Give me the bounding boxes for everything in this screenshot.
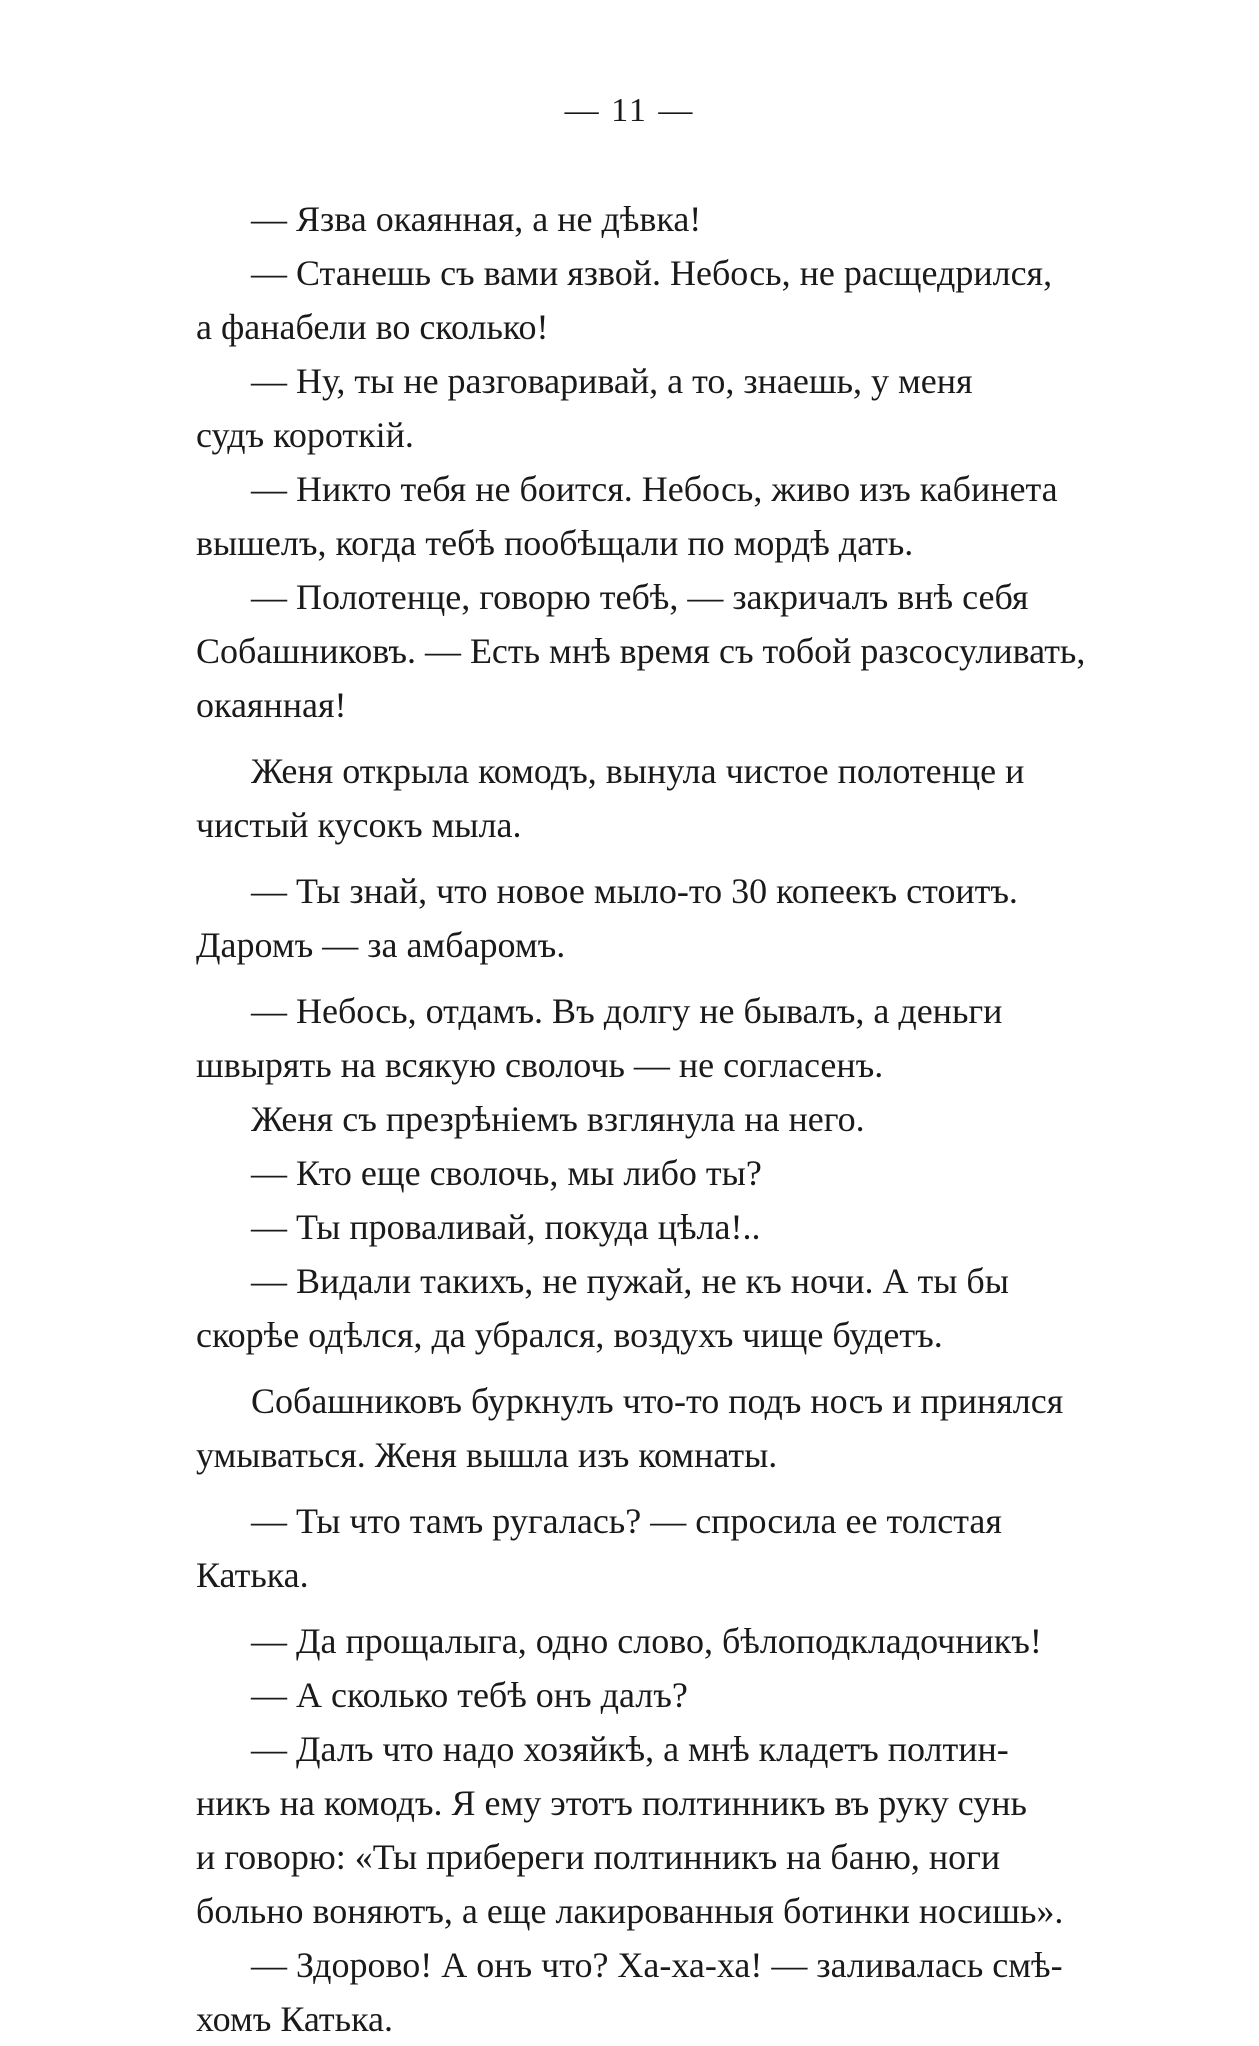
text-line: — Видали такихъ, не пужай, не къ ночи. А ты бы	[251, 1261, 1009, 1301]
text-line: — Ну, ты не разговаривай, а то, знаешь, у меня	[251, 361, 973, 401]
text-body	[196, 192, 1086, 2046]
text-line: Женя открыла комодъ, вынула чистое полотенце и	[251, 751, 1025, 791]
text-line: окаянная!	[196, 685, 347, 725]
text-line: судъ короткій.	[196, 415, 414, 455]
text-line: — Полотенце, говорю тебѣ, — закричалъ внѣ себя	[251, 577, 1029, 617]
text-line: — Да прощалыга, одно слово, бѣлоподкладочникъ!	[251, 1621, 1042, 1661]
text-line: Катька.	[196, 1555, 309, 1595]
text-line: — Станешь съ вами язвой. Небось, не расщедрился,	[251, 253, 1053, 293]
text-line: — Язва окаянная, а не дѣвка!	[251, 199, 702, 239]
text-line: — Кто еще сволочь, мы либо ты?	[251, 1153, 762, 1193]
text-line: Собашниковъ. — Есть мнѣ время съ тобой разсосуливать,	[196, 631, 1086, 671]
text-line: чистый кусокъ мыла.	[196, 805, 522, 845]
text-line: хомъ Катька.	[196, 1999, 393, 2039]
text-line: — Далъ что надо хозяйкѣ, а мнѣ кладетъ полтин-	[251, 1729, 1009, 1769]
text-line: швырять на всякую сволочь — не согласенъ.	[196, 1045, 884, 1085]
text-line: Даромъ — за амбаромъ.	[196, 925, 566, 965]
text-line: вышелъ, когда тебѣ пообѣщали по мордѣ дать.	[196, 523, 914, 563]
text-line: Собашниковъ буркнулъ что-то подъ носъ и принялся	[251, 1381, 1064, 1421]
page-number: — 11 —	[564, 92, 695, 129]
text-line: а фанабели во сколько!	[196, 307, 549, 347]
text-line: — Ты что тамъ ругалась? — спросила ее толстая	[251, 1501, 1002, 1541]
text-line: — Ты знай, что новое мыло-то 30 копеекъ стоитъ.	[251, 871, 1018, 911]
text-line: — А сколько тебѣ онъ далъ?	[251, 1675, 688, 1715]
text-line: — Никто тебя не боится. Небось, живо изъ кабинета	[251, 469, 1058, 509]
text-line: — Здорово! А онъ что? Ха-ха-ха! — заливалась смѣ-	[251, 1945, 1063, 1985]
text-line: Женя съ презрѣніемъ взглянула на него.	[251, 1099, 865, 1139]
text-line: — Небось, отдамъ. Въ долгу не бывалъ, а деньги	[251, 991, 1003, 1031]
text-line: скорѣе одѣлся, да убрался, воздухъ чище будетъ.	[196, 1315, 943, 1355]
text-line: никъ на комодъ. Я ему этотъ полтинникъ въ руку сунь	[196, 1783, 1027, 1823]
text-line: — Ты проваливай, покуда цѣла!..	[251, 1207, 761, 1247]
text-line: умываться. Женя вышла изъ комнаты.	[196, 1435, 778, 1475]
text-line: и говорю: «Ты прибереги полтинникъ на баню, ноги	[196, 1837, 1001, 1877]
text-line: больно воняютъ, а еще лакированныя ботинки носишь».	[196, 1891, 1064, 1931]
